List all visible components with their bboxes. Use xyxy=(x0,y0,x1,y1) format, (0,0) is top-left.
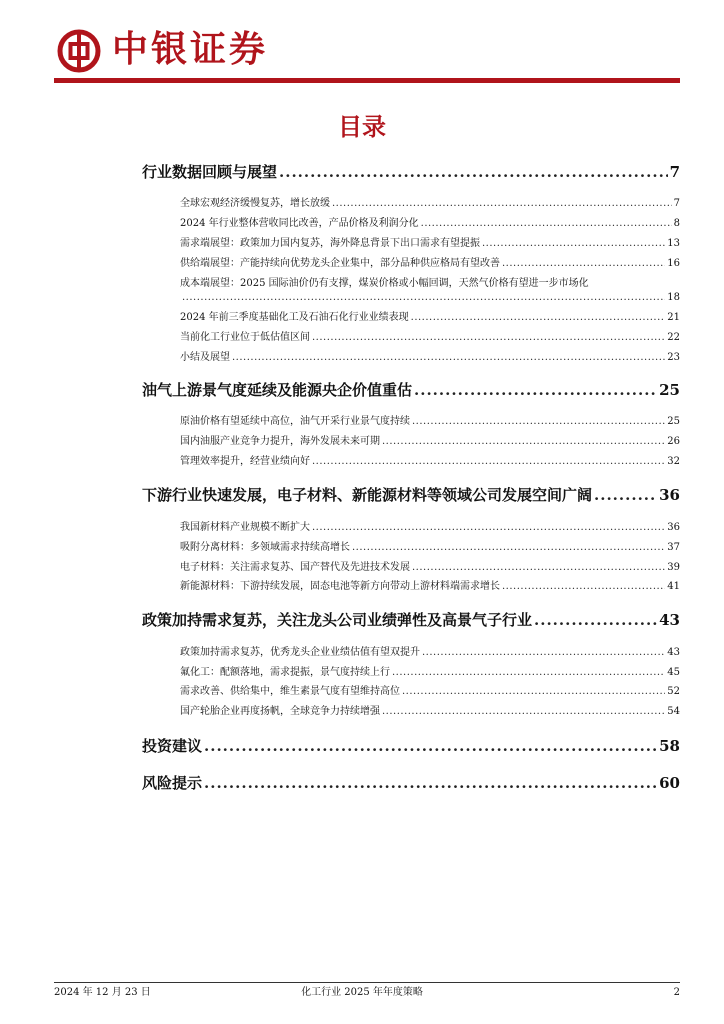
toc-item-title: 国内油服产业竞争力提升，海外发展未来可期 xyxy=(180,436,380,447)
toc-section-4[interactable] xyxy=(142,610,680,630)
dot-leader xyxy=(412,561,665,575)
dot-leader xyxy=(502,580,665,594)
toc-item-page: 37 xyxy=(667,542,680,553)
toc-item-title: 小结及展望 xyxy=(180,352,230,363)
toc-item-page: 16 xyxy=(667,258,680,269)
toc-item[interactable] xyxy=(180,291,680,305)
dot-leader xyxy=(534,610,657,630)
toc-item-page: 52 xyxy=(667,686,680,697)
dot-leader xyxy=(382,705,665,719)
toc-item-page: 13 xyxy=(667,238,680,249)
toc-section-5[interactable] xyxy=(142,736,680,756)
toc-section-title: 油气上游景气度延续及能源央企价值重估 xyxy=(142,381,413,399)
dot-leader xyxy=(402,685,665,699)
toc-item-title: 原油价格有望延续中高位，油气开采行业景气度持续 xyxy=(180,416,410,427)
toc-item[interactable] xyxy=(180,435,680,449)
dot-leader xyxy=(502,257,665,271)
toc-item[interactable] xyxy=(180,311,680,325)
toc-item[interactable] xyxy=(180,646,680,660)
toc-section-title: 投资建议 xyxy=(142,737,203,755)
toc-section-title: 风险提示 xyxy=(142,774,203,792)
toc-item-page: 18 xyxy=(667,292,680,303)
toc-item-title: 当前化工行业位于低估值区间 xyxy=(180,332,310,343)
toc-item[interactable] xyxy=(180,217,680,231)
toc-item-page: 32 xyxy=(667,456,680,467)
toc-title: 目录 xyxy=(338,113,386,141)
toc-section-title: 下游行业快速发展，电子材料、新能源材料等领域公司发展空间广阔 xyxy=(142,486,593,504)
dot-leader xyxy=(594,485,657,505)
toc-item-page: 22 xyxy=(667,332,680,343)
dot-leader xyxy=(182,291,665,305)
dot-leader xyxy=(352,541,665,555)
brand-name: 中银证券 xyxy=(112,29,269,70)
toc-item-title: 2024 年行业整体营收同比改善，产品价格及利润分化 xyxy=(180,218,419,229)
toc-item-page: 8 xyxy=(673,218,680,229)
dot-leader xyxy=(421,217,672,231)
toc-item-title: 全球宏观经济缓慢复苏，增长放缓 xyxy=(180,198,330,209)
dot-leader xyxy=(204,736,657,756)
toc-item-title: 新能源材料：下游持续发展，固态电池等新方向带动上游材料端需求增长 xyxy=(180,581,500,592)
dot-leader xyxy=(422,646,665,660)
dot-leader xyxy=(414,380,657,400)
toc-item[interactable] xyxy=(180,521,680,535)
dot-leader xyxy=(232,351,665,365)
dot-leader xyxy=(382,435,665,449)
header-divider xyxy=(54,78,680,83)
dot-leader xyxy=(392,666,665,680)
toc-item-title: 我国新材料产业规模不断扩大 xyxy=(180,522,310,533)
footer-page-number: 2 xyxy=(673,987,680,998)
toc-section-page: 60 xyxy=(659,774,680,792)
dot-leader xyxy=(332,197,672,211)
toc-section-6[interactable] xyxy=(142,773,680,793)
toc-item[interactable] xyxy=(180,237,680,251)
toc-item-title: 2024 年前三季度基础化工及石油石化行业业绩表现 xyxy=(180,312,409,323)
toc-item-page: 54 xyxy=(667,706,680,717)
dot-leader xyxy=(204,773,657,793)
toc-item-page: 41 xyxy=(667,581,680,592)
toc-section-page: 7 xyxy=(669,163,680,181)
toc-item[interactable] xyxy=(180,415,680,429)
toc-item-title: 氟化工：配额落地，需求提振，景气度持续上行 xyxy=(180,667,390,678)
toc-item-page: 39 xyxy=(667,562,680,573)
dot-leader xyxy=(312,521,665,535)
footer-date: 2024 年 12 月 23 日 xyxy=(54,987,151,998)
toc-item[interactable] xyxy=(180,257,680,271)
dot-leader xyxy=(312,331,665,345)
toc-item-page: 36 xyxy=(667,522,680,533)
toc-item[interactable] xyxy=(180,331,680,345)
dot-leader xyxy=(482,237,665,251)
toc-item-title: 需求改善、供给集中，维生素景气度有望维持高位 xyxy=(180,686,400,697)
dot-leader xyxy=(312,455,665,469)
toc-item-page: 25 xyxy=(667,416,680,427)
toc-item-wrapped-title[interactable]: 成本端展望：2025 国际油价仍有支撑，煤炭价格或小幅回调，天然气价格有望进一步市场化 xyxy=(180,278,589,289)
toc-item-title: 需求端展望：政策加力国内复苏，海外降息背景下出口需求有望提振 xyxy=(180,238,480,249)
toc-section-page: 43 xyxy=(659,611,680,629)
bank-of-china-logo-icon xyxy=(56,28,102,74)
toc-item-title: 管理效率提升，经营业绩向好 xyxy=(180,456,310,467)
toc-section-title: 行业数据回顾与展望 xyxy=(142,163,278,181)
toc-section-2[interactable] xyxy=(142,380,680,400)
footer-divider xyxy=(54,982,680,983)
dot-leader xyxy=(411,311,666,325)
toc-item[interactable] xyxy=(180,561,680,575)
toc-item-page: 7 xyxy=(673,198,680,209)
dot-leader xyxy=(279,162,668,182)
toc-item-page: 21 xyxy=(667,312,680,323)
toc-item-title: 国产轮胎企业再度扬帆，全球竞争力持续增强 xyxy=(180,706,380,717)
page-header xyxy=(54,20,680,82)
toc-section-page: 25 xyxy=(659,381,680,399)
toc-item-title: 政策加持需求复苏，优秀龙头企业业绩估值有望双提升 xyxy=(180,647,420,658)
toc-section-3[interactable] xyxy=(142,485,680,505)
toc-item-page: 43 xyxy=(667,647,680,658)
toc-section-title: 政策加持需求复苏，关注龙头公司业绩弹性及高景气子行业 xyxy=(142,611,533,629)
toc-section-1[interactable] xyxy=(142,162,680,182)
dot-leader xyxy=(412,415,665,429)
toc-section-page: 58 xyxy=(659,737,680,755)
toc-item-title: 供给端展望：产能持续向优势龙头企业集中，部分品种供应格局有望改善 xyxy=(180,258,500,269)
toc-item[interactable] xyxy=(180,705,680,719)
toc-item[interactable] xyxy=(180,666,680,680)
toc-item-page: 26 xyxy=(667,436,680,447)
toc-item-page: 45 xyxy=(667,667,680,678)
toc-item[interactable] xyxy=(180,197,680,211)
toc-item[interactable] xyxy=(180,541,680,555)
toc-item-title: 电子材料：关注需求复苏、国产替代及先进技术发展 xyxy=(180,562,410,573)
toc-item[interactable] xyxy=(180,455,680,469)
toc-item[interactable] xyxy=(180,351,680,365)
toc-item[interactable] xyxy=(180,580,680,594)
toc-section-page: 36 xyxy=(659,486,680,504)
toc-item-title: 吸附分离材料：多领域需求持续高增长 xyxy=(180,542,350,553)
footer-document-title: 化工行业 2025 年年度策略 xyxy=(301,987,423,998)
toc-item[interactable] xyxy=(180,685,680,699)
toc-item-page: 23 xyxy=(667,352,680,363)
